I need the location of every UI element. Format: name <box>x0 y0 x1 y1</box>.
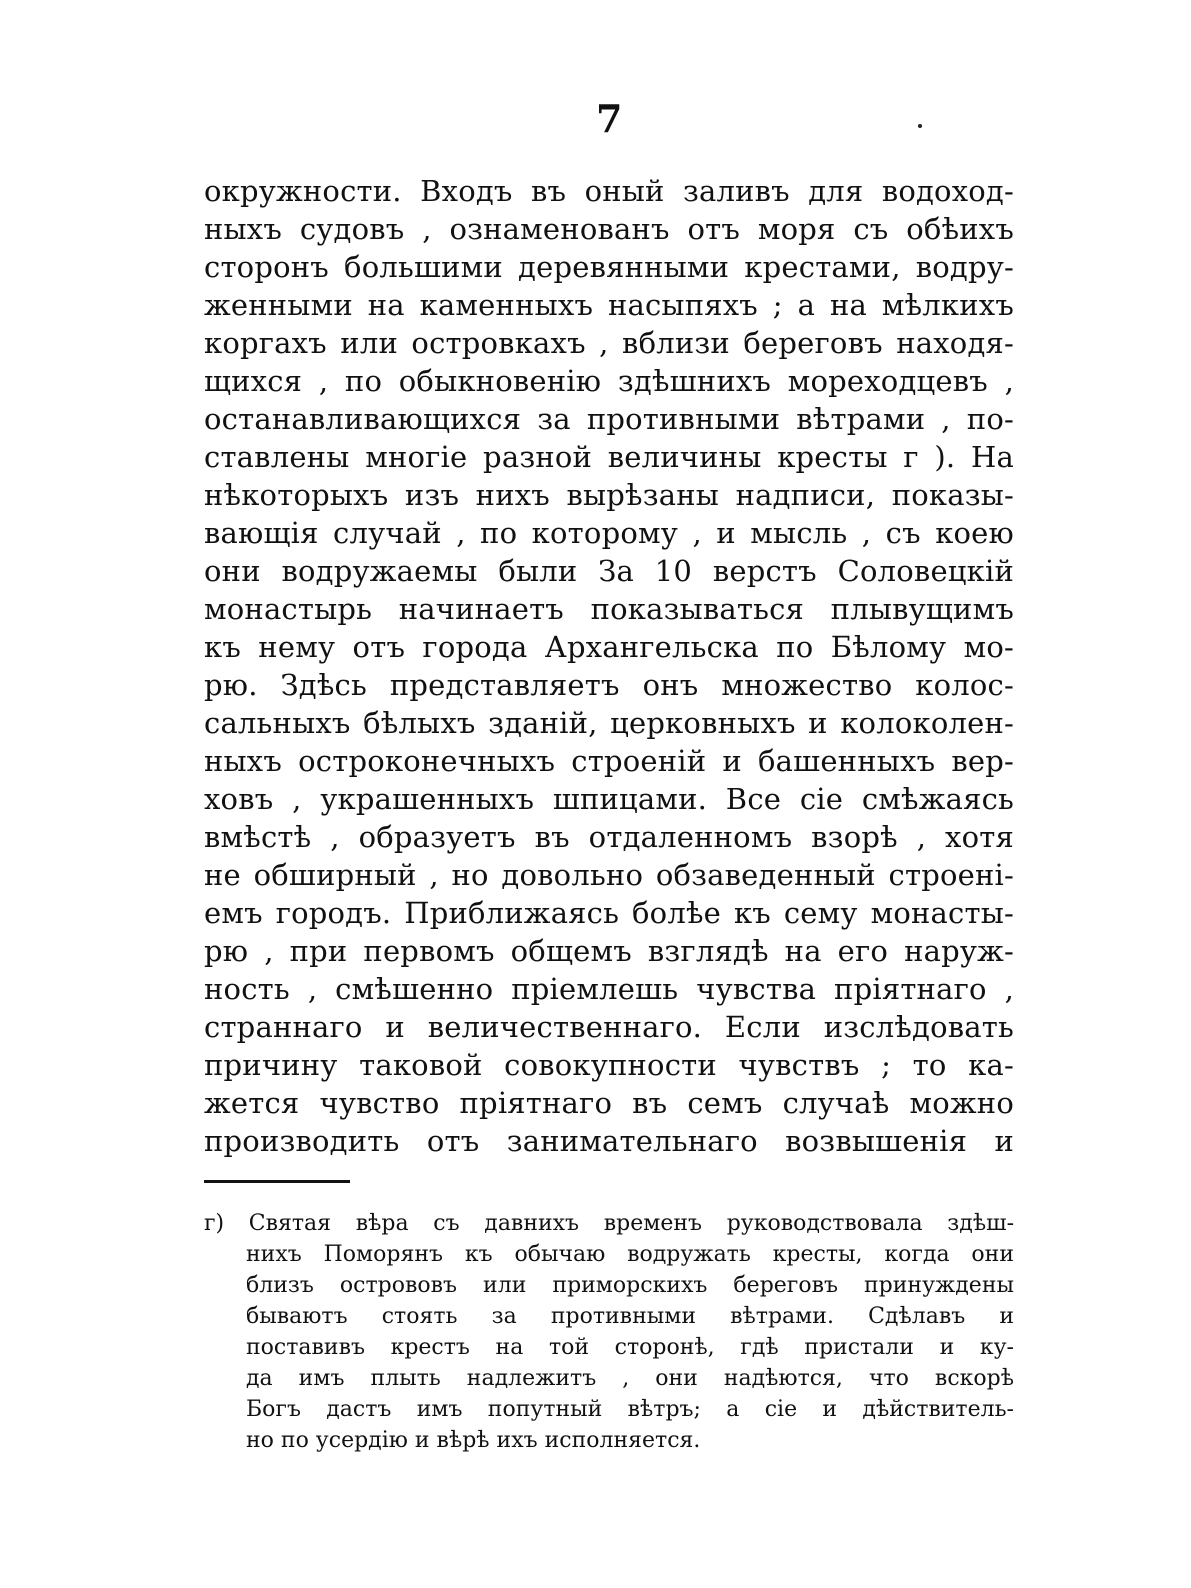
footnote-line: бываютъ стоять за противными вѣтрами. Сдѣлавъ и <box>246 1304 1014 1329</box>
text-line: щихся , по обыкновенію здѣшнихъ мореходцевъ , <box>204 364 1014 398</box>
text-line: вмѣстѣ , образуетъ въ отдаленномъ взорѣ , хотя <box>204 820 1014 854</box>
text-line: причину таковой совокупности чувствъ ; то ка- <box>204 1048 1014 1082</box>
print-speck <box>918 124 922 128</box>
footnote-separator <box>204 1180 350 1183</box>
text-line: ставлены многіе разной величины кресты г ). На <box>204 440 1014 474</box>
text-line: страннаго и величественнаго. Если изслѣдовать <box>204 1010 1014 1044</box>
text-line: ховъ , украшенныхъ шпицами. Все сіе смѣжаясь <box>204 782 1014 816</box>
footnote-line: поставивъ крестъ на той сторонѣ, гдѣ пристали и ку- <box>246 1335 1014 1360</box>
footnote <box>204 1208 1014 1456</box>
text-line: сальныхъ бѣлыхъ зданій, церковныхъ и колоколен- <box>204 706 1014 740</box>
text-line: емъ городъ. Приближаясь болѣе къ сему монасты- <box>204 896 1014 930</box>
text-line: женными на каменныхъ насыпяхъ ; а на мѣлкихъ <box>204 288 1014 322</box>
text-line: не обширный , но довольно обзаведенный строені- <box>204 858 1014 892</box>
text-line: вающія случай , по которому , и мысль , съ коею <box>204 516 1014 550</box>
main-text <box>204 172 1014 1160</box>
page-number: 7 <box>596 96 623 141</box>
text-line: производить отъ занимательнаго возвышенія и <box>204 1124 1014 1158</box>
text-line: они водружаемы были За 10 верстъ Соловецкій <box>204 554 1014 588</box>
text-line: нѣкоторыхъ изъ нихъ вырѣзаны надписи, показы- <box>204 478 1014 512</box>
text-line: жется чувство пріятнаго въ семъ случаѣ можно <box>204 1086 1014 1120</box>
footnote-line: но по усердію и вѣрѣ ихъ исполняется. <box>246 1428 701 1453</box>
text-line: сторонъ большими деревянными крестами, водру- <box>204 250 1014 284</box>
footnote-line: да имъ плыть надлежитъ , они надѣются, что вскорѣ <box>246 1366 1014 1391</box>
text-line: рю. Здѣсь представляетъ онъ множество колос- <box>204 668 1014 702</box>
text-line: окружности. Входъ въ оный заливъ для водоход- <box>204 174 1014 208</box>
text-line: коргахъ или островкахъ , вблизи береговъ находя- <box>204 326 1014 360</box>
footnote-line: г) Святая вѣра съ давнихъ временъ руководствовала здѣш- <box>204 1211 1014 1236</box>
footnote-line: нихъ Поморянъ къ обычаю водружать кресты, когда они <box>246 1242 1014 1267</box>
text-line: останавливающихся за противными вѣтрами , по- <box>204 402 1014 436</box>
text-line: рю , при первомъ общемъ взглядѣ на его наруж- <box>204 934 1014 968</box>
footnote-line: близъ острововъ или приморскихъ береговъ принуждены <box>246 1273 1014 1298</box>
text-line: ность , смѣшенно пріемлешь чувства пріятнаго , <box>204 972 1014 1006</box>
text-line: монастырь начинаетъ показываться плывущимъ <box>204 592 1014 626</box>
text-line: къ нему отъ города Архангельска по Бѣлому мо- <box>204 630 1014 664</box>
text-line: ныхъ остроконечныхъ строеній и башенныхъ вер- <box>204 744 1014 778</box>
footnote-line: Богъ дастъ имъ попутный вѣтръ; а сіе и дѣйствитель- <box>246 1397 1014 1422</box>
text-line: ныхъ судовъ , ознаменованъ отъ моря съ обѣихъ <box>204 212 1014 246</box>
